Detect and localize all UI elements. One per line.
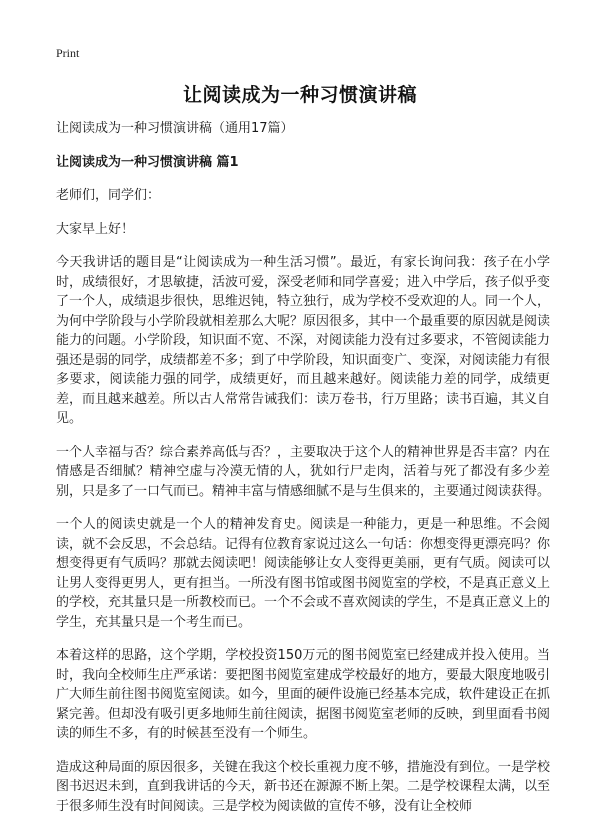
section-heading: 让阅读成为一种习惯演讲稿 篇1 xyxy=(56,155,239,170)
salutation-paragraph: 大家早上好！ xyxy=(56,221,135,237)
document-title: 让阅读成为一种习惯演讲稿 xyxy=(182,84,417,106)
document-body xyxy=(56,120,550,830)
document-subtitle: 让阅读成为一种习惯演讲稿（通用17篇） xyxy=(56,121,294,136)
body-paragraph: 今天我讲话的题目是“让阅读成为一种生活习惯”。最近，有家长询问我：孩子在小学时，成绩很好，才思敏捷，活波可爱，深受老师和同学喜爱；进入中学后，孩子似乎变了一个人，成绩退步很快，思维迟钝，特立独行，成为学校不受欢迎的人。同一个人，为何中学阶段与小学阶段就相差那么大呢？原因很多，其中一个最重要的原因就是阅读能力的问题。小学阶段，知识面不宽、不深，对阅读能力没有过多要求，不管阅读能力强还是弱的同学，成绩都差不多；到了中学阶段，知识面变广、变深，对阅读能力有很多要求，阅读能力强的同学，成绩更好，而且越来越好。阅读能力差的同学，成绩更差，而且越来越差。所以古人常常告诫我们：读万卷书，行万里路；读书百遍，其义自见。 xyxy=(56,255,551,426)
body-paragraph: 造成这种局面的原因很多，关键在我这个校长重视力度不够，措施没有到位。一是学校图书迟迟未到，直到我讲话的今天，新书还在源源不断上架。二是学校课程太满，以至于很多师生没有时间阅读。三是学校为阅读做的宣传不够，没有让全校师 xyxy=(56,759,551,814)
body-paragraph: 本着这样的思路，这个学期，学校投资150万元的图书阅览室已经建成并投入使用。当时，我向全校师生庄严承诺：要把图书阅览室建成学校最好的地方，要最大限度地吸引广大师生前往图书阅览室阅读。如今，里面的硬件设施已经基本完成，软件建设正在抓紧完善。但却没有吸引更多地师生前往阅读，据图书阅览室老师的反映，到里面看书阅读的师生不多，有的时候甚至没有一个师生。 xyxy=(56,648,551,741)
greeting-paragraph: 老师们，同学们： xyxy=(56,188,161,203)
body-paragraph: 一个人的阅读史就是一个人的精神发育史。阅读是一种能力，更是一种思维。不会阅读，就不会反思，不会总结。记得有位教育家说过这么一句话：你想变得更漂亮吗？你想变得更有气质吗？那就去阅读吧！阅读能够让女人变得更美丽，更有气质。阅读可以让男人变得更男人，更有担当。一所没有图书馆或图书阅览室的学校，不是真正意义上的学校，充其量只是一所教校而已。一个不会或不喜欢阅读的学生，不是真正意义上的学生，充其量只是一个考生而已。 xyxy=(56,517,551,630)
print-label: Print xyxy=(56,46,80,60)
body-paragraph: 一个人幸福与否？综合素养高低与否？，主要取决于这个人的精神世界是否丰富？内在情感是否细腻？精神空虚与冷漠无情的人，犹如行尸走肉，活着与死了都没有多少差别，只是多了一口气而已。精神丰富与情感细腻不是与生俱来的，主要通过阅读获得。 xyxy=(56,444,551,499)
